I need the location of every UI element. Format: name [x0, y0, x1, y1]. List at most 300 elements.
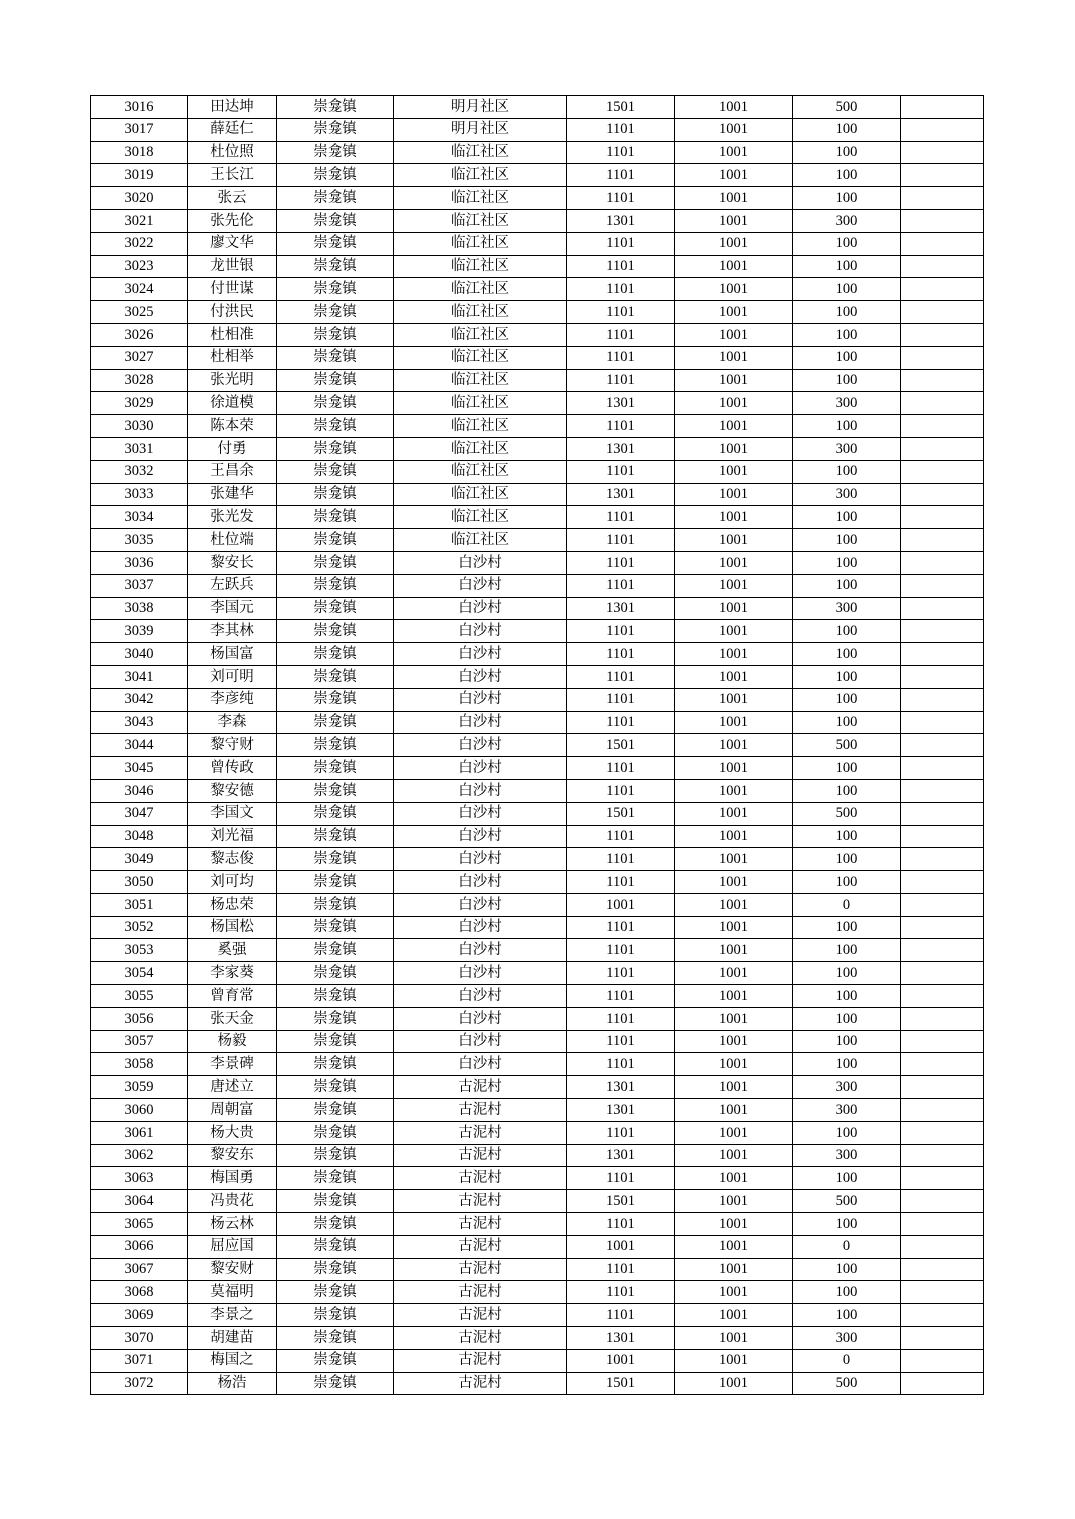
table-row: [91, 118, 984, 141]
table-row: [91, 1304, 984, 1327]
table-cell-name: 薛廷仁: [188, 118, 277, 141]
table-cell-name: 李其林: [188, 620, 277, 643]
table-row: [91, 871, 984, 894]
table-cell-amount3: 100: [793, 1304, 901, 1327]
table-cell-blank: [901, 529, 984, 552]
table-cell-blank: [901, 415, 984, 438]
table-cell-town: 崇龛镇: [277, 483, 394, 506]
table-cell-town: 崇龛镇: [277, 1167, 394, 1190]
table-cell-town: 崇龛镇: [277, 1281, 394, 1304]
table-cell-amount1: 1301: [567, 1076, 675, 1099]
table-cell-amount2: 1001: [675, 1121, 793, 1144]
table-cell-amount2: 1001: [675, 118, 793, 141]
table-cell-name: 杨国富: [188, 643, 277, 666]
table-cell-amount2: 1001: [675, 962, 793, 985]
table-cell-amount2: 1001: [675, 506, 793, 529]
table-cell-town: 崇龛镇: [277, 1372, 394, 1395]
table-cell-blank: [901, 551, 984, 574]
table-cell-blank: [901, 757, 984, 780]
table-cell-name: 杨国松: [188, 916, 277, 939]
table-cell-village: 古泥村: [394, 1281, 567, 1304]
table-cell-town: 崇龛镇: [277, 871, 394, 894]
table-row: [91, 96, 984, 119]
table-row: [91, 1053, 984, 1076]
table-cell-town: 崇龛镇: [277, 1121, 394, 1144]
table-cell-blank: [901, 118, 984, 141]
table-cell-name: 胡建苗: [188, 1327, 277, 1350]
table-cell-town: 崇龛镇: [277, 209, 394, 232]
table-cell-name: 黎安长: [188, 551, 277, 574]
table-cell-town: 崇龛镇: [277, 1030, 394, 1053]
table-cell-name: 黎安德: [188, 779, 277, 802]
table-cell-amount2: 1001: [675, 529, 793, 552]
table-row: [91, 711, 984, 734]
table-cell-amount1: 1101: [567, 551, 675, 574]
table-cell-blank: [901, 871, 984, 894]
table-cell-blank: [901, 893, 984, 916]
table-cell-amount3: 500: [793, 734, 901, 757]
table-row: [91, 369, 984, 392]
table-cell-amount1: 1101: [567, 506, 675, 529]
table-cell-amount1: 1101: [567, 1053, 675, 1076]
table-cell-blank: [901, 1076, 984, 1099]
table-cell-village: 白沙村: [394, 643, 567, 666]
table-cell-town: 崇龛镇: [277, 688, 394, 711]
table-cell-amount3: 100: [793, 1258, 901, 1281]
table-row: [91, 141, 984, 164]
table-cell-village: 白沙村: [394, 574, 567, 597]
table-row: [91, 1235, 984, 1258]
table-cell-blank: [901, 1327, 984, 1350]
table-cell-amount1: 1101: [567, 369, 675, 392]
table-cell-amount2: 1001: [675, 164, 793, 187]
table-cell-name: 屈应国: [188, 1235, 277, 1258]
table-row: [91, 643, 984, 666]
table-cell-blank: [901, 1349, 984, 1372]
table-cell-amount2: 1001: [675, 1349, 793, 1372]
table-cell-blank: [901, 1235, 984, 1258]
table-cell-amount3: 100: [793, 415, 901, 438]
table-cell-amount3: 300: [793, 1076, 901, 1099]
table-cell-amount1: 1101: [567, 1258, 675, 1281]
table-cell-town: 崇龛镇: [277, 916, 394, 939]
table-cell-name: 张云: [188, 187, 277, 210]
table-cell-amount1: 1501: [567, 96, 675, 119]
table-cell-amount1: 1101: [567, 1281, 675, 1304]
table-cell-amount3: 100: [793, 278, 901, 301]
table-cell-amount1: 1101: [567, 323, 675, 346]
table-cell-name: 杜相准: [188, 323, 277, 346]
table-cell-blank: [901, 779, 984, 802]
table-row: [91, 939, 984, 962]
table-cell-amount1: 1101: [567, 164, 675, 187]
table-row: [91, 1167, 984, 1190]
table-cell-amount2: 1001: [675, 597, 793, 620]
table-row: [91, 506, 984, 529]
table-cell-amount2: 1001: [675, 232, 793, 255]
table-cell-amount1: 1101: [567, 779, 675, 802]
table-cell-village: 临江社区: [394, 278, 567, 301]
table-cell-village: 临江社区: [394, 232, 567, 255]
table-cell-amount2: 1001: [675, 711, 793, 734]
table-cell-blank: [901, 1190, 984, 1213]
table-cell-town: 崇龛镇: [277, 802, 394, 825]
table-cell-blank: [901, 346, 984, 369]
table-cell-town: 崇龛镇: [277, 460, 394, 483]
table-cell-village: 临江社区: [394, 187, 567, 210]
table-cell-amount3: 100: [793, 460, 901, 483]
table-cell-amount3: 500: [793, 802, 901, 825]
table-cell-id: 3020: [91, 187, 188, 210]
table-cell-amount3: 100: [793, 529, 901, 552]
table-cell-town: 崇龛镇: [277, 551, 394, 574]
table-row: [91, 688, 984, 711]
table-cell-amount2: 1001: [675, 1053, 793, 1076]
table-cell-id: 3021: [91, 209, 188, 232]
table-cell-amount3: 100: [793, 232, 901, 255]
table-cell-village: 临江社区: [394, 141, 567, 164]
table-cell-blank: [901, 825, 984, 848]
table-cell-name: 张天金: [188, 1007, 277, 1030]
table-cell-name: 李景碑: [188, 1053, 277, 1076]
table-cell-amount2: 1001: [675, 255, 793, 278]
table-cell-amount2: 1001: [675, 893, 793, 916]
table-cell-id: 3018: [91, 141, 188, 164]
table-cell-blank: [901, 1213, 984, 1236]
table-cell-village: 白沙村: [394, 985, 567, 1008]
table-cell-amount1: 1101: [567, 232, 675, 255]
table-cell-id: 3055: [91, 985, 188, 1008]
table-cell-blank: [901, 665, 984, 688]
table-cell-blank: [901, 1144, 984, 1167]
table-cell-blank: [901, 939, 984, 962]
table-cell-id: 3040: [91, 643, 188, 666]
table-row: [91, 1121, 984, 1144]
table-cell-name: 张先伦: [188, 209, 277, 232]
table-cell-town: 崇龛镇: [277, 597, 394, 620]
table-cell-name: 杨忠荣: [188, 893, 277, 916]
table-cell-amount1: 1101: [567, 1304, 675, 1327]
table-cell-blank: [901, 1167, 984, 1190]
table-row: [91, 392, 984, 415]
table-cell-village: 临江社区: [394, 301, 567, 324]
table-cell-blank: [901, 392, 984, 415]
table-row: [91, 1372, 984, 1395]
table-cell-amount2: 1001: [675, 278, 793, 301]
table-cell-amount2: 1001: [675, 574, 793, 597]
table-cell-village: 临江社区: [394, 209, 567, 232]
table-row: [91, 346, 984, 369]
table-row: [91, 1099, 984, 1122]
table-cell-town: 崇龛镇: [277, 1144, 394, 1167]
table-cell-id: 3046: [91, 779, 188, 802]
table-cell-name: 左跃兵: [188, 574, 277, 597]
table-cell-village: 白沙村: [394, 1030, 567, 1053]
table-cell-amount3: 100: [793, 871, 901, 894]
table-cell-name: 李家葵: [188, 962, 277, 985]
table-cell-id: 3048: [91, 825, 188, 848]
table-cell-id: 3026: [91, 323, 188, 346]
table-row: [91, 1213, 984, 1236]
table-cell-amount2: 1001: [675, 392, 793, 415]
table-cell-name: 冯贵花: [188, 1190, 277, 1213]
table-cell-amount2: 1001: [675, 323, 793, 346]
table-cell-amount3: 100: [793, 255, 901, 278]
table-cell-amount2: 1001: [675, 1167, 793, 1190]
table-cell-amount1: 1101: [567, 1030, 675, 1053]
table-cell-id: 3037: [91, 574, 188, 597]
table-cell-id: 3044: [91, 734, 188, 757]
table-cell-amount1: 1101: [567, 187, 675, 210]
table-cell-id: 3019: [91, 164, 188, 187]
table-cell-id: 3016: [91, 96, 188, 119]
table-cell-town: 崇龛镇: [277, 369, 394, 392]
table-cell-village: 白沙村: [394, 711, 567, 734]
table-cell-town: 崇龛镇: [277, 1099, 394, 1122]
table-cell-amount2: 1001: [675, 483, 793, 506]
table-cell-village: 临江社区: [394, 483, 567, 506]
table-cell-amount1: 1101: [567, 278, 675, 301]
table-row: [91, 962, 984, 985]
table-cell-name: 杨浩: [188, 1372, 277, 1395]
table-cell-name: 杜位照: [188, 141, 277, 164]
table-cell-amount2: 1001: [675, 825, 793, 848]
table-cell-amount1: 1501: [567, 1190, 675, 1213]
table-cell-id: 3038: [91, 597, 188, 620]
table-row: [91, 278, 984, 301]
roster-table-body: [91, 96, 984, 1395]
table-cell-amount3: 100: [793, 643, 901, 666]
table-cell-village: 临江社区: [394, 346, 567, 369]
table-cell-village: 古泥村: [394, 1076, 567, 1099]
table-cell-amount3: 100: [793, 164, 901, 187]
table-cell-village: 临江社区: [394, 529, 567, 552]
table-cell-town: 崇龛镇: [277, 825, 394, 848]
table-cell-amount2: 1001: [675, 96, 793, 119]
table-cell-amount3: 100: [793, 574, 901, 597]
table-cell-amount2: 1001: [675, 1144, 793, 1167]
table-cell-town: 崇龛镇: [277, 118, 394, 141]
table-cell-amount2: 1001: [675, 187, 793, 210]
table-cell-amount1: 1301: [567, 597, 675, 620]
table-cell-amount1: 1101: [567, 415, 675, 438]
table-cell-name: 李国文: [188, 802, 277, 825]
table-cell-amount3: 100: [793, 301, 901, 324]
table-row: [91, 1144, 984, 1167]
table-cell-name: 杨云林: [188, 1213, 277, 1236]
table-row: [91, 1349, 984, 1372]
table-cell-town: 崇龛镇: [277, 164, 394, 187]
table-cell-amount3: 100: [793, 779, 901, 802]
table-cell-amount1: 1301: [567, 437, 675, 460]
table-cell-id: 3064: [91, 1190, 188, 1213]
table-cell-amount3: 100: [793, 1121, 901, 1144]
table-row: [91, 164, 984, 187]
table-cell-amount3: 100: [793, 962, 901, 985]
table-cell-blank: [901, 620, 984, 643]
table-cell-amount2: 1001: [675, 209, 793, 232]
table-cell-id: 3023: [91, 255, 188, 278]
table-cell-amount3: 100: [793, 187, 901, 210]
table-cell-amount2: 1001: [675, 1372, 793, 1395]
table-cell-town: 崇龛镇: [277, 962, 394, 985]
table-cell-blank: [901, 506, 984, 529]
table-cell-amount1: 1001: [567, 1235, 675, 1258]
table-cell-name: 杜位端: [188, 529, 277, 552]
table-cell-town: 崇龛镇: [277, 529, 394, 552]
table-cell-amount3: 300: [793, 209, 901, 232]
table-cell-amount1: 1301: [567, 1099, 675, 1122]
table-row: [91, 460, 984, 483]
table-cell-blank: [901, 985, 984, 1008]
table-cell-amount2: 1001: [675, 1327, 793, 1350]
table-cell-village: 临江社区: [394, 437, 567, 460]
table-cell-village: 白沙村: [394, 802, 567, 825]
table-cell-town: 崇龛镇: [277, 437, 394, 460]
table-cell-id: 3041: [91, 665, 188, 688]
table-cell-amount2: 1001: [675, 939, 793, 962]
table-cell-town: 崇龛镇: [277, 392, 394, 415]
table-cell-amount3: 100: [793, 118, 901, 141]
roster-table: [90, 95, 984, 1395]
table-row: [91, 574, 984, 597]
table-cell-name: 李彦纯: [188, 688, 277, 711]
table-cell-blank: [901, 711, 984, 734]
table-cell-blank: [901, 460, 984, 483]
table-cell-amount1: 1101: [567, 118, 675, 141]
table-cell-amount1: 1101: [567, 643, 675, 666]
table-cell-name: 莫福明: [188, 1281, 277, 1304]
table-cell-id: 3065: [91, 1213, 188, 1236]
table-cell-blank: [901, 802, 984, 825]
table-cell-amount3: 100: [793, 1007, 901, 1030]
table-cell-id: 3043: [91, 711, 188, 734]
table-cell-amount3: 100: [793, 985, 901, 1008]
table-cell-amount2: 1001: [675, 460, 793, 483]
table-cell-amount1: 1501: [567, 1372, 675, 1395]
table-row: [91, 825, 984, 848]
table-cell-village: 白沙村: [394, 962, 567, 985]
table-cell-amount3: 100: [793, 916, 901, 939]
table-cell-amount1: 1301: [567, 1144, 675, 1167]
table-cell-name: 周朝富: [188, 1099, 277, 1122]
table-cell-village: 古泥村: [394, 1258, 567, 1281]
table-cell-name: 张光明: [188, 369, 277, 392]
table-cell-village: 临江社区: [394, 255, 567, 278]
table-cell-town: 崇龛镇: [277, 506, 394, 529]
table-cell-village: 白沙村: [394, 551, 567, 574]
table-cell-blank: [901, 1030, 984, 1053]
table-cell-village: 古泥村: [394, 1372, 567, 1395]
table-cell-id: 3056: [91, 1007, 188, 1030]
table-cell-village: 古泥村: [394, 1235, 567, 1258]
table-cell-town: 崇龛镇: [277, 1258, 394, 1281]
table-cell-id: 3050: [91, 871, 188, 894]
table-cell-amount2: 1001: [675, 1304, 793, 1327]
table-cell-amount3: 100: [793, 757, 901, 780]
table-cell-id: 3031: [91, 437, 188, 460]
table-row: [91, 916, 984, 939]
table-cell-name: 李森: [188, 711, 277, 734]
table-cell-amount2: 1001: [675, 1007, 793, 1030]
table-cell-blank: [901, 437, 984, 460]
table-cell-village: 白沙村: [394, 665, 567, 688]
table-cell-id: 3022: [91, 232, 188, 255]
table-cell-village: 古泥村: [394, 1327, 567, 1350]
table-cell-amount3: 300: [793, 392, 901, 415]
table-cell-town: 崇龛镇: [277, 96, 394, 119]
table-cell-id: 3035: [91, 529, 188, 552]
table-row: [91, 551, 984, 574]
table-cell-amount2: 1001: [675, 848, 793, 871]
table-cell-id: 3072: [91, 1372, 188, 1395]
table-cell-town: 崇龛镇: [277, 301, 394, 324]
table-cell-id: 3024: [91, 278, 188, 301]
table-cell-name: 黎守财: [188, 734, 277, 757]
table-cell-blank: [901, 255, 984, 278]
table-row: [91, 415, 984, 438]
table-cell-village: 临江社区: [394, 415, 567, 438]
table-cell-amount3: 100: [793, 323, 901, 346]
table-cell-name: 曾育常: [188, 985, 277, 1008]
table-cell-id: 3029: [91, 392, 188, 415]
table-cell-amount1: 1101: [567, 574, 675, 597]
table-cell-id: 3030: [91, 415, 188, 438]
table-cell-town: 崇龛镇: [277, 574, 394, 597]
table-cell-id: 3045: [91, 757, 188, 780]
table-cell-amount2: 1001: [675, 551, 793, 574]
table-cell-amount2: 1001: [675, 301, 793, 324]
table-cell-amount1: 1101: [567, 757, 675, 780]
table-row: [91, 483, 984, 506]
table-cell-town: 崇龛镇: [277, 232, 394, 255]
table-cell-id: 3052: [91, 916, 188, 939]
table-cell-id: 3034: [91, 506, 188, 529]
table-cell-village: 古泥村: [394, 1349, 567, 1372]
table-cell-id: 3058: [91, 1053, 188, 1076]
table-cell-blank: [901, 141, 984, 164]
table-cell-amount3: 100: [793, 141, 901, 164]
table-cell-town: 崇龛镇: [277, 757, 394, 780]
table-row: [91, 232, 984, 255]
table-cell-name: 张光发: [188, 506, 277, 529]
table-cell-town: 崇龛镇: [277, 939, 394, 962]
table-cell-blank: [901, 1099, 984, 1122]
table-cell-village: 古泥村: [394, 1167, 567, 1190]
table-cell-blank: [901, 1121, 984, 1144]
table-cell-amount2: 1001: [675, 1099, 793, 1122]
table-cell-amount2: 1001: [675, 643, 793, 666]
table-cell-amount1: 1101: [567, 1007, 675, 1030]
table-cell-id: 3057: [91, 1030, 188, 1053]
table-cell-name: 李国元: [188, 597, 277, 620]
table-cell-id: 3033: [91, 483, 188, 506]
table-cell-village: 古泥村: [394, 1190, 567, 1213]
table-cell-amount1: 1101: [567, 848, 675, 871]
table-cell-name: 杜相举: [188, 346, 277, 369]
table-cell-village: 白沙村: [394, 939, 567, 962]
table-cell-amount2: 1001: [675, 1235, 793, 1258]
table-cell-blank: [901, 483, 984, 506]
table-cell-name: 田达坤: [188, 96, 277, 119]
table-cell-amount3: 0: [793, 1235, 901, 1258]
table-cell-amount3: 100: [793, 369, 901, 392]
table-cell-amount2: 1001: [675, 369, 793, 392]
table-cell-town: 崇龛镇: [277, 187, 394, 210]
table-row: [91, 1030, 984, 1053]
table-cell-amount1: 1101: [567, 916, 675, 939]
table-cell-amount3: 100: [793, 1167, 901, 1190]
